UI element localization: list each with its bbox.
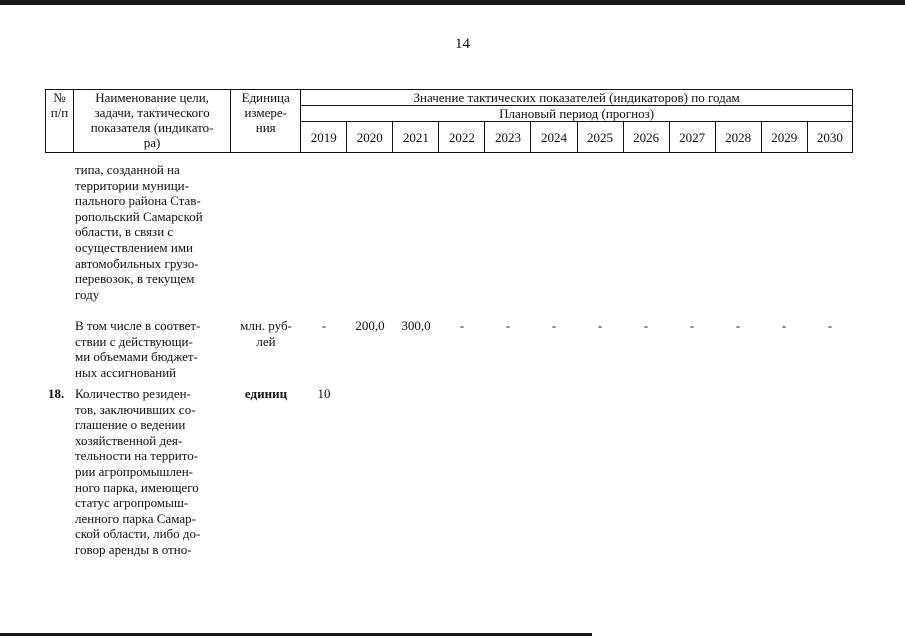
header-col-name: Наименование цели, задачи, тактического показателя (индикато- ра) bbox=[74, 90, 231, 153]
scan-edge-top bbox=[0, 0, 905, 5]
header-year: 2022 bbox=[439, 122, 485, 153]
header-year: 2026 bbox=[623, 122, 669, 153]
budget-value-2029: - bbox=[781, 318, 787, 333]
header-year: 2027 bbox=[669, 122, 715, 153]
indicator-table-header bbox=[45, 89, 853, 153]
budget-value-2025: - bbox=[597, 318, 603, 333]
budget-row-unit: млн. руб- лей bbox=[240, 318, 292, 349]
budget-value-2021: 300,0 bbox=[401, 318, 431, 333]
scan-edge-bottom bbox=[0, 633, 592, 636]
header-year: 2025 bbox=[577, 122, 623, 153]
budget-value-2022: - bbox=[459, 318, 465, 333]
budget-value-2020: 200,0 bbox=[355, 318, 385, 333]
header-values-title: Значение тактических показателей (индикаторов) по годам bbox=[301, 90, 853, 106]
header-col-number: № п/п bbox=[46, 90, 74, 153]
budget-value-2024: - bbox=[551, 318, 557, 333]
header-year: 2021 bbox=[393, 122, 439, 153]
header-col-unit: Единица измере- ния bbox=[231, 90, 301, 153]
header-year: 2028 bbox=[715, 122, 761, 153]
row-18-number: 18. bbox=[48, 386, 65, 401]
header-plan-period: Плановый период (прогноз) bbox=[301, 106, 853, 122]
continued-row-description: типа, созданной на территории муници- пального района Став- ропольский Самарской области, в связи с осуществлением ими автомобильных грузо- перевозок, в текущем году bbox=[75, 162, 203, 302]
budget-row-description: В том числе в соответ- ствии с действующи- ми объемами бюджет- ных ассигнований bbox=[75, 318, 201, 380]
header-year: 2024 bbox=[531, 122, 577, 153]
budget-value-2023: - bbox=[505, 318, 511, 333]
row-18-description: Количество резиден- тов, заключивших со- глашение о ведении хозяйственной дея- тельности на террито- рии агропромышлен- ного парка, имеющего статус агропромыш- ленного парка Самар- ской области, либо до- говор аренды в отно- bbox=[75, 386, 201, 557]
header-year: 2030 bbox=[807, 122, 852, 153]
header-year: 2020 bbox=[347, 122, 393, 153]
budget-value-2030: - bbox=[827, 318, 833, 333]
row-18-value-2019: 10 bbox=[317, 386, 331, 401]
header-year: 2019 bbox=[301, 122, 347, 153]
budget-value-2028: - bbox=[735, 318, 741, 333]
header-year: 2029 bbox=[761, 122, 807, 153]
header-year: 2023 bbox=[485, 122, 531, 153]
budget-value-2019: - bbox=[321, 318, 327, 333]
page-number: 14 bbox=[455, 36, 470, 52]
row-18-unit: единиц bbox=[244, 386, 288, 401]
budget-value-2027: - bbox=[689, 318, 695, 333]
budget-value-2026: - bbox=[643, 318, 649, 333]
